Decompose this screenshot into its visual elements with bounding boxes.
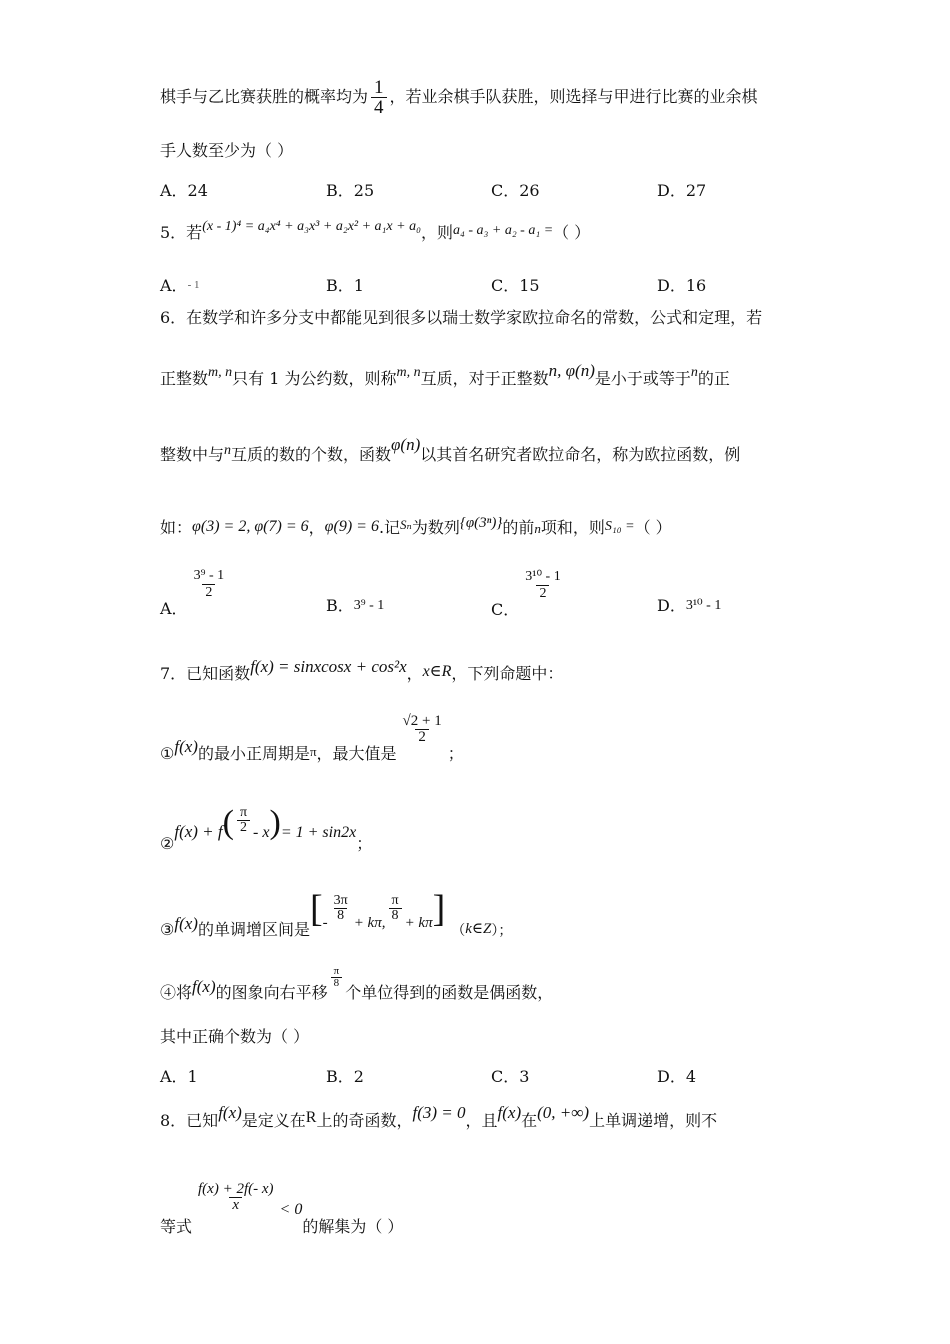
q7-function: f(x) = sinxcosx + cos²x	[250, 657, 407, 676]
q6-line3: 整数中与n互质的数的个数，函数φ(n)以其首名研究者欧拉命名，称为欧拉函数，例	[160, 435, 741, 464]
q5-option-c[interactable]: C．15	[491, 276, 540, 295]
q6-line2: 正整数m, n只有 1 为公约数，则称m, n互质，对于正整数n, φ(n)是小于或等于n的正	[160, 361, 730, 388]
q4-text-a: 棋手与乙比赛获胜的概率均为	[160, 87, 369, 106]
q8-line2: 等式 $\frac{f(x) + 2f(- x)}{x}$ < 0的解集为（ ）	[160, 1181, 404, 1236]
q7-statement-2: ②f(x) + f( $\frac{\pi}{2}$ - x)= 1 + sin2x；	[160, 804, 373, 853]
q4-line1	[160, 78, 758, 117]
q7-statement-3: ③f(x)的单调增区间是[- $\frac{3\pi}{8}$ + kπ, $\frac{\pi}{8}$ + kπ]（k∈Z）；	[160, 888, 513, 939]
q7-statement-4: ④将f(x)的图象向右平移 $\frac{\pi}{8}$ 个单位得到的函数是偶函数，	[160, 965, 554, 1002]
q7-option-b[interactable]: B．2	[326, 1067, 364, 1086]
q5-expansion: (x - 1)⁴ = a₄x⁴ + a₃x³ + a₂x² + a₁x + a₀	[202, 219, 421, 234]
q6-option-c[interactable]: C． $\frac{\text{3¹⁰ - 1}}{2}$	[491, 569, 561, 619]
q6-option-b[interactable]: B．3⁹ - 1	[326, 596, 385, 615]
q8-line1: 8．已知f(x)是定义在R上的奇函数，f(3) = 0，且f(x)在(0, +∞)上单调递增，则不	[160, 1103, 718, 1130]
q7-stem: 7．已知函数f(x) = sinxcosx + cos²x，x∈R，下列命题中：	[160, 657, 564, 683]
q6-option-a[interactable]: A． $\frac{\text{3⁹ - 1}}{2}$	[160, 568, 225, 618]
q4-line2: 手人数至少为（ ）	[160, 141, 294, 160]
q5-stem: 5．若(x - 1)⁴ = a₄x⁴ + a₃x³ + a₂x² + a₁x + a₀，则a₄ - a₃ + a₂ - a₁ =（ ）	[160, 219, 591, 242]
q5-target-expr: a₄ - a₃ + a₂ - a₁ =	[452, 223, 554, 238]
q7-option-a[interactable]: A．1	[160, 1067, 198, 1086]
q6-line1: 6．在数学和许多分支中都能见到很多以瑞士数学家欧拉命名的常数，公式和定理，若	[160, 308, 763, 327]
q5-option-d[interactable]: D．16	[657, 276, 707, 295]
q4-option-c[interactable]: C．26	[491, 181, 540, 200]
q6-line4: 如：φ(3) = 2, φ(7) = 6，φ(9) = 6.记$^{S_n}$为数列{φ(3ⁿ)}的前n项和，则S₁₀ =（ ）	[160, 515, 672, 537]
q4-option-a[interactable]: A．24	[160, 181, 208, 200]
q5-option-b[interactable]: B．1	[326, 276, 364, 295]
q6-option-d[interactable]: D．3¹⁰ - 1	[657, 596, 722, 615]
q7-conclusion: 其中正确个数为（ ）	[160, 1027, 310, 1046]
q4-fraction: $\frac{1}{4}$	[371, 78, 387, 117]
q5-option-a[interactable]: A．- 1	[160, 276, 200, 295]
q4-option-d[interactable]: D．27	[657, 181, 707, 200]
q7-option-c[interactable]: C．3	[491, 1067, 530, 1086]
q4-text-b: ，若业余棋手队获胜，则选择与甲进行比赛的业余棋	[389, 87, 758, 106]
q7-option-d[interactable]: D．4	[657, 1067, 697, 1086]
q7-statement-1: ①f(x)的最小正周期是$_\pi$，最大值是 $\frac{√2 + 1}{2}$ ；	[160, 713, 464, 763]
q4-option-b[interactable]: B．25	[326, 181, 375, 200]
